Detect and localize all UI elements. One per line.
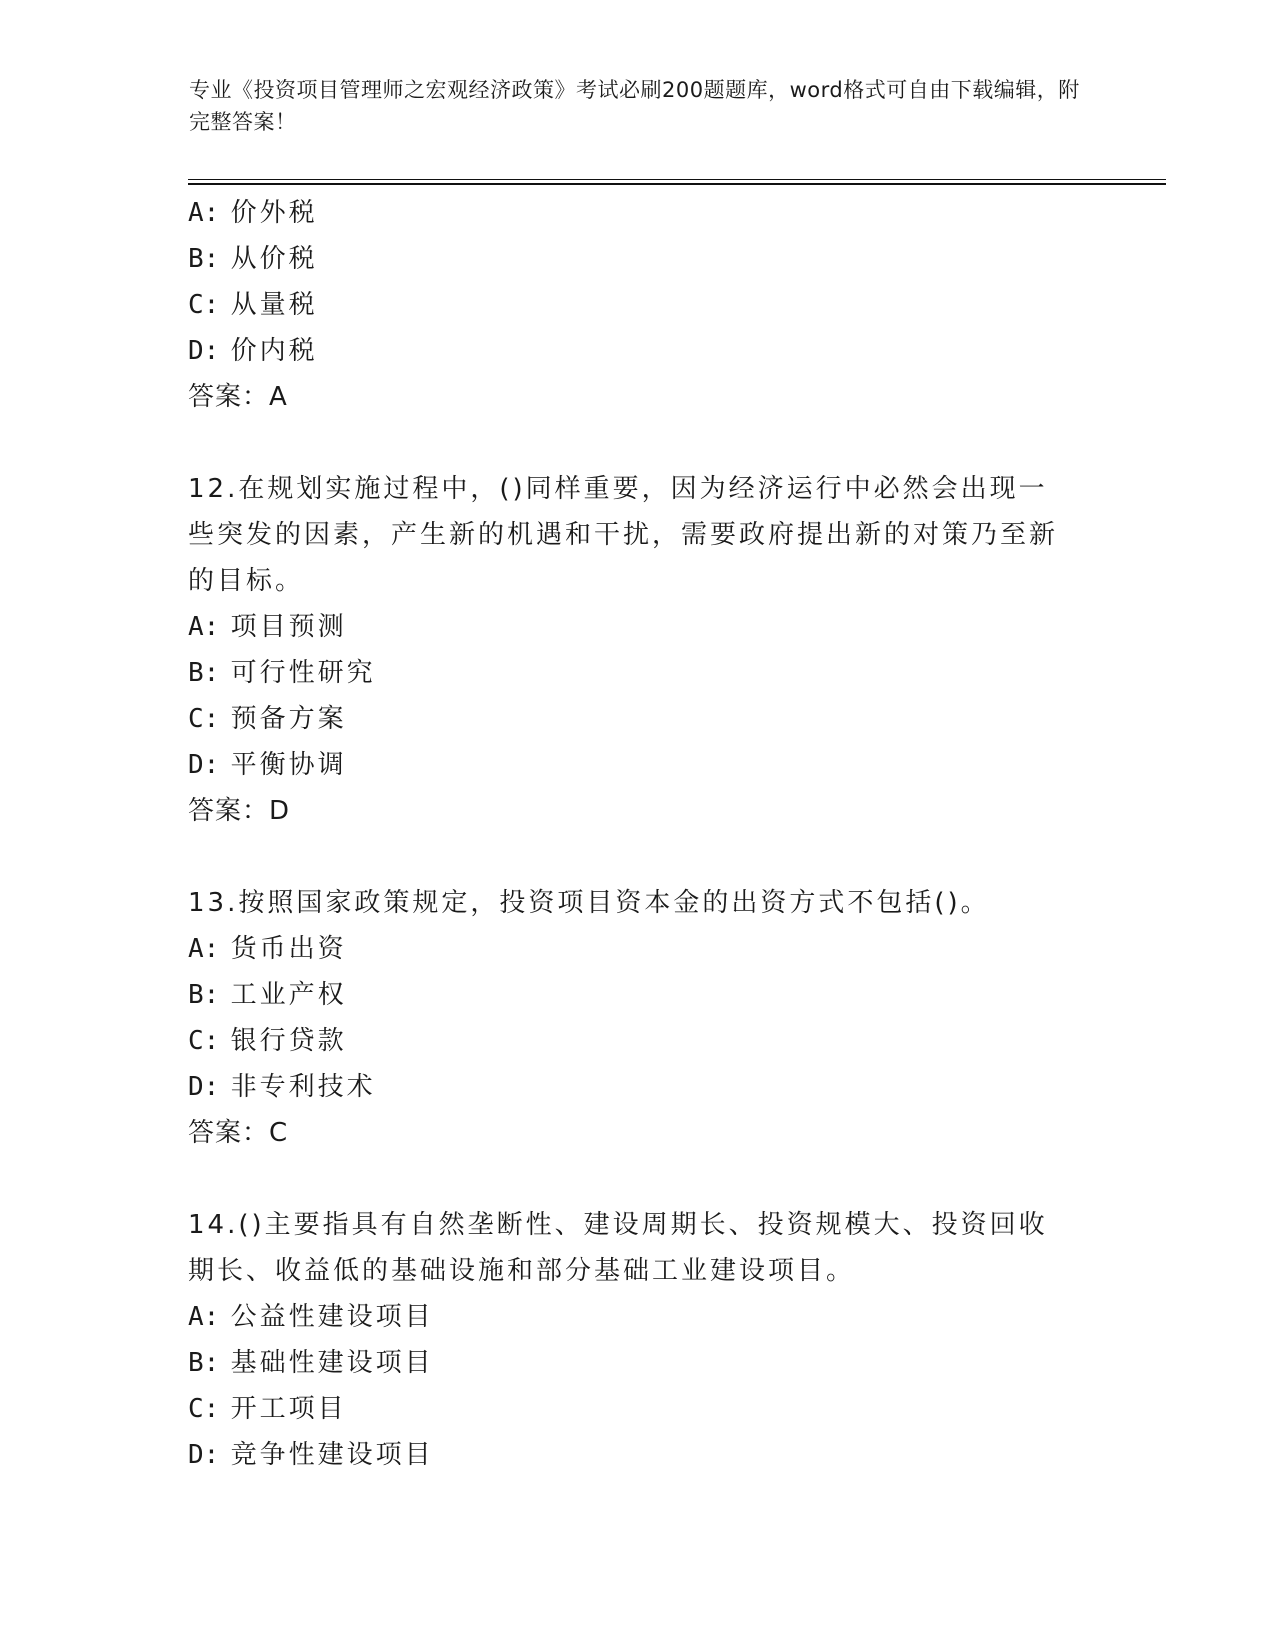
option-text: 公益性建设项目 <box>230 1302 434 1332</box>
option-b <box>188 972 1088 1018</box>
option-text: 非专利技术 <box>230 1072 376 1102</box>
option-letter: D: <box>188 1072 220 1102</box>
option-c <box>188 1018 1088 1064</box>
option-text: 项目预测 <box>230 612 347 642</box>
option-a <box>188 190 1088 236</box>
answer-line: 答案：D <box>188 796 291 826</box>
question-block-11 <box>188 190 1088 420</box>
option-text: 货币出资 <box>230 934 347 964</box>
option-letter: B: <box>188 244 220 274</box>
option-d <box>188 742 1088 788</box>
option-letter: B: <box>188 658 220 688</box>
option-c <box>188 696 1088 742</box>
exam-content <box>188 190 1088 1478</box>
question-block-14 <box>188 1202 1088 1478</box>
header-rule-thin <box>188 179 1166 180</box>
option-text: 银行贷款 <box>230 1026 347 1056</box>
option-letter: B: <box>188 1348 220 1378</box>
question-stem: 12.在规划实施过程中，()同样重要，因为经济运行中必然会出现一些突发的因素，产生新的机遇和干扰，需要政府提出新的对策乃至新的目标。 <box>188 474 1059 596</box>
answer-line: 答案：A <box>188 382 288 412</box>
option-letter: B: <box>188 980 220 1010</box>
option-text: 平衡协调 <box>230 750 347 780</box>
option-letter: A: <box>188 934 220 964</box>
option-b <box>188 1340 1088 1386</box>
option-b <box>188 236 1088 282</box>
header-rule-thick <box>188 183 1166 185</box>
option-d <box>188 1432 1088 1478</box>
option-d <box>188 328 1088 374</box>
answer-line: 答案：C <box>188 1118 289 1148</box>
option-letter: D: <box>188 750 220 780</box>
option-a <box>188 604 1088 650</box>
option-text: 价内税 <box>230 336 318 366</box>
option-a <box>188 926 1088 972</box>
option-text: 工业产权 <box>230 980 347 1010</box>
option-letter: C: <box>188 1394 220 1424</box>
option-letter: A: <box>188 198 220 228</box>
option-text: 开工项目 <box>230 1394 347 1424</box>
option-letter: D: <box>188 336 220 366</box>
option-text: 竞争性建设项目 <box>230 1440 434 1470</box>
option-letter: A: <box>188 612 220 642</box>
option-letter: A: <box>188 1302 220 1332</box>
option-text: 从价税 <box>230 244 318 274</box>
option-letter: C: <box>188 704 220 734</box>
option-text: 基础性建设项目 <box>230 1348 434 1378</box>
option-letter: C: <box>188 1026 220 1056</box>
option-letter: D: <box>188 1440 220 1470</box>
question-block-12 <box>188 466 1088 834</box>
option-letter: C: <box>188 290 220 320</box>
option-text: 价外税 <box>230 198 318 228</box>
question-stem: 13.按照国家政策规定，投资项目资本金的出资方式不包括()。 <box>188 888 990 918</box>
option-c <box>188 282 1088 328</box>
option-b <box>188 650 1088 696</box>
option-text: 可行性研究 <box>230 658 376 688</box>
option-text: 预备方案 <box>230 704 347 734</box>
option-text: 从量税 <box>230 290 318 320</box>
option-d <box>188 1064 1088 1110</box>
page-header: 专业《投资项目管理师之宏观经济政策》考试必刷200题题库，word格式可自由下载编辑，附完整答案！ <box>189 78 1080 134</box>
question-block-13 <box>188 880 1088 1156</box>
question-stem: 14.()主要指具有自然垄断性、建设周期长、投资规模大、投资回收期长、收益低的基础设施和部分基础工业建设项目。 <box>188 1210 1048 1286</box>
option-a <box>188 1294 1088 1340</box>
option-c <box>188 1386 1088 1432</box>
